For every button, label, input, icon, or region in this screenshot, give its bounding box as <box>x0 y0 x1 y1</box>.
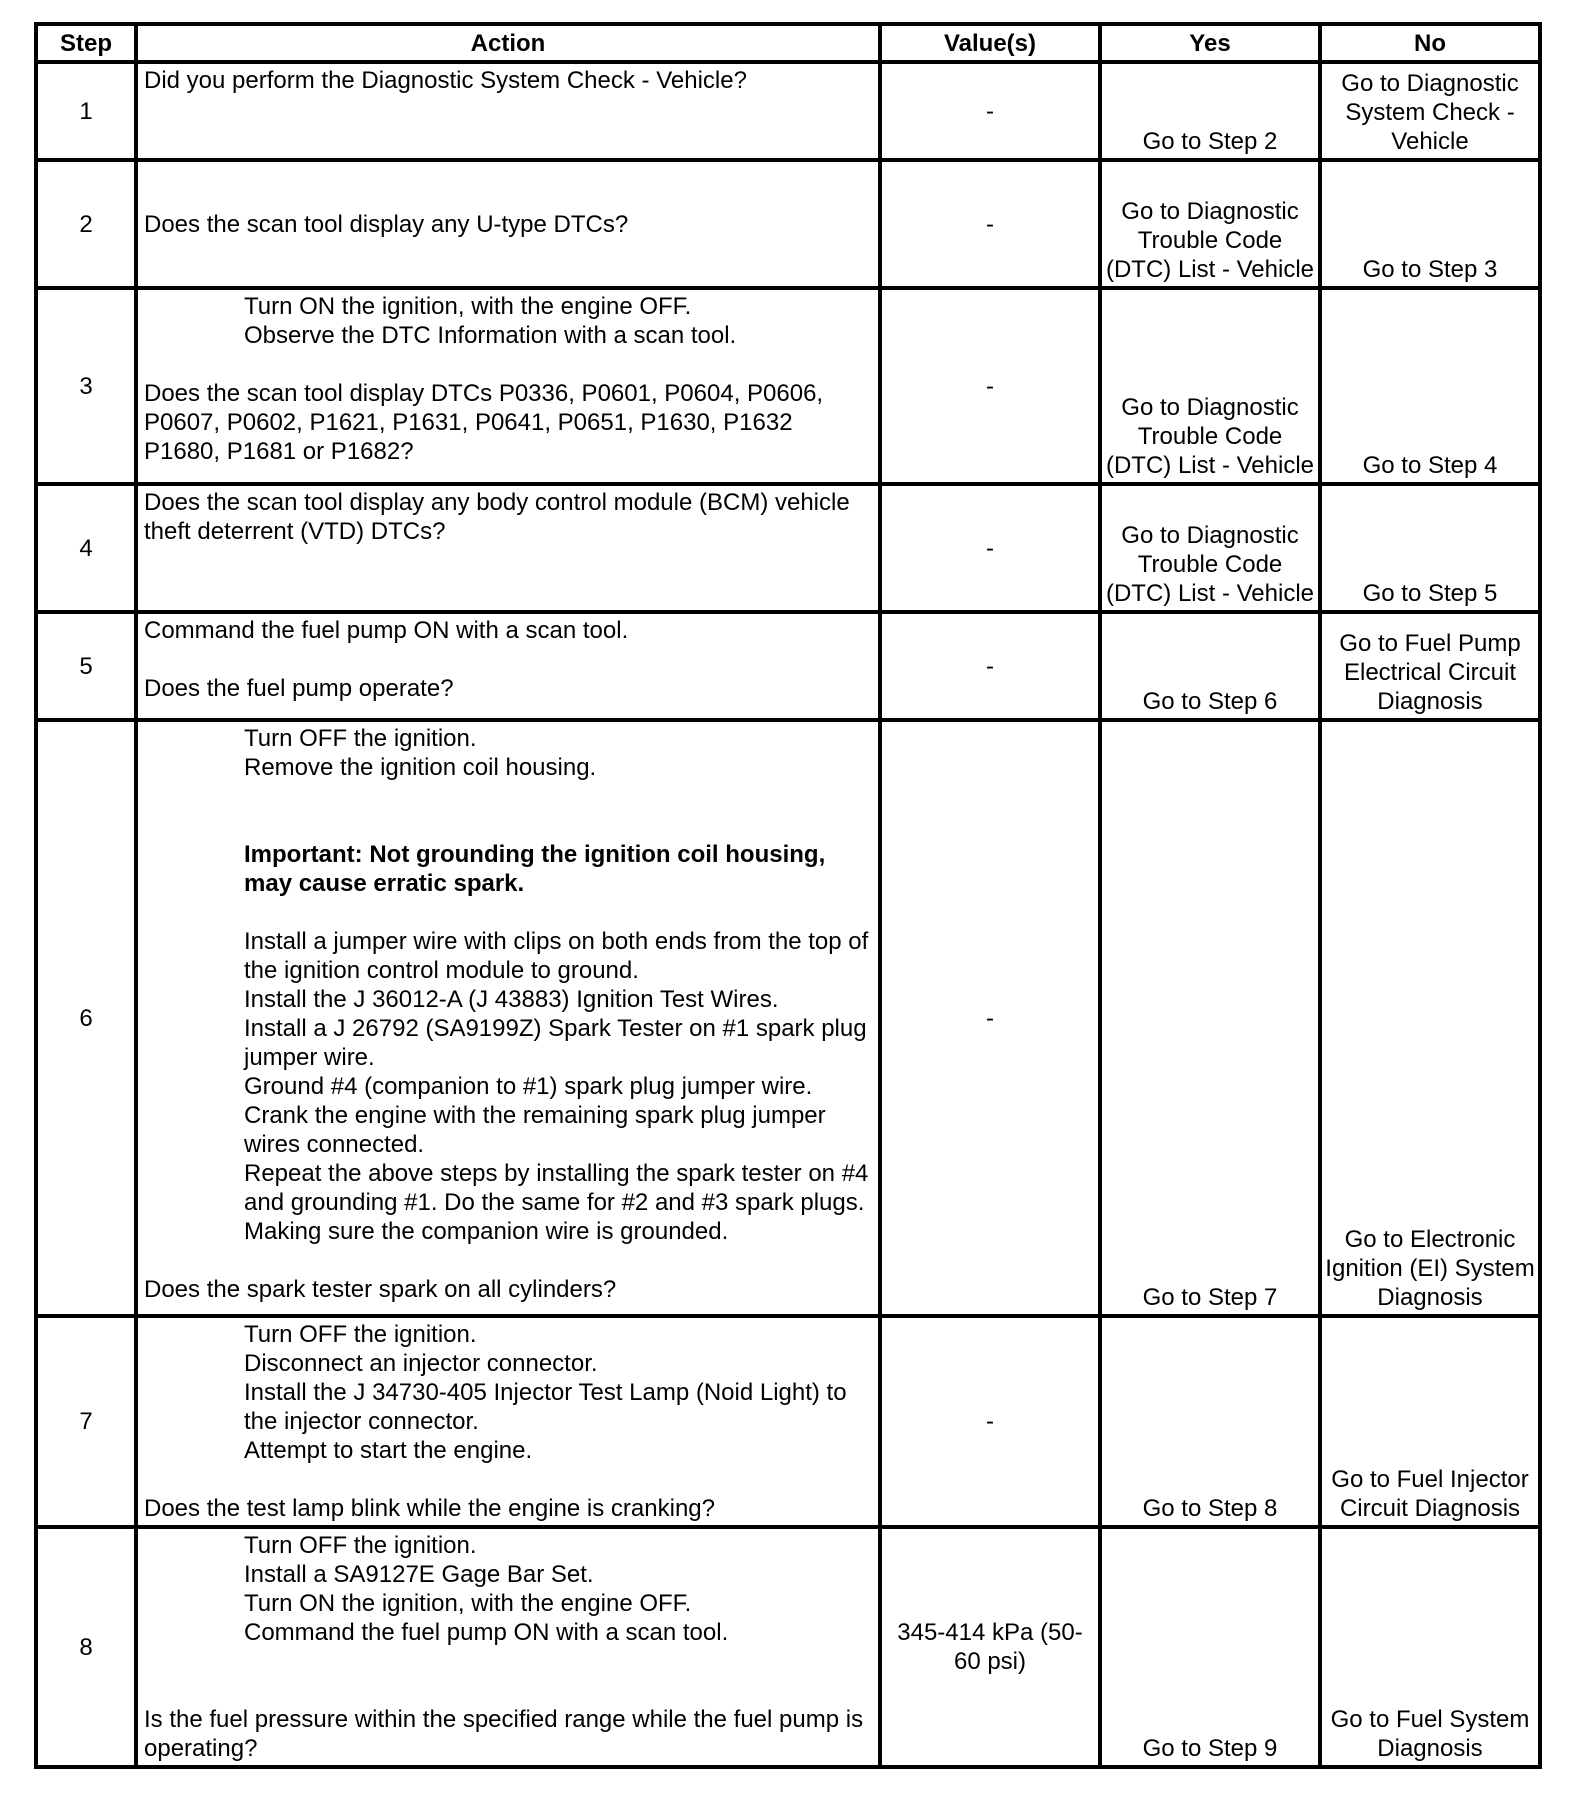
table-row <box>36 288 1540 484</box>
header-step: Step <box>36 24 136 62</box>
diagnostic-table-document <box>34 22 1538 1769</box>
instruction-list <box>144 724 874 782</box>
diagnostic-steps-table <box>34 22 1542 1769</box>
no-cell: Go to Step 5 <box>1320 484 1540 612</box>
table-row <box>36 1316 1540 1527</box>
table-row <box>36 160 1540 288</box>
question-text: Does the scan tool display DTCs P0336, P0601, P0604, P0606, P0607, P0602, P1621, P1631, P0641, P0651, P1630, P1632 P1680, P1681 or P1682? <box>144 380 824 465</box>
spacer <box>144 1647 874 1705</box>
instruction-item: Install a J 26792 (SA9199Z) Spark Tester on #1 spark plug jumper wire. <box>244 1015 867 1071</box>
question-text: Did you perform the Diagnostic System Check - Vehicle? <box>144 67 747 94</box>
instruction-item: Install a SA9127E Gage Bar Set. <box>244 1561 594 1588</box>
spacer <box>144 782 874 840</box>
spacer <box>144 1246 874 1275</box>
instruction-item: Attempt to start the engine. <box>244 1437 533 1464</box>
table-header-row <box>36 24 1540 62</box>
yes-cell: Go to Diagnostic Trouble Code (DTC) List - Vehicle <box>1100 160 1320 288</box>
table-row <box>36 612 1540 720</box>
question-text: Does the scan tool display any body control module (BCM) vehicle theft deterrent (VTD) DTCs? <box>144 489 850 545</box>
instruction-item: Turn OFF the ignition. <box>244 725 477 752</box>
instruction-item: Repeat the above steps by installing the spark tester on #4 and grounding #1. Do the same for #2 and #3 spark plugs. Making sure the companion wire is grounded. <box>244 1160 869 1245</box>
instruction-list <box>144 1531 874 1647</box>
yes-cell: Go to Step 9 <box>1100 1527 1320 1767</box>
table-row <box>36 720 1540 1316</box>
question-text: Is the fuel pressure within the specified range while the fuel pump is operating? <box>144 1706 864 1762</box>
question-text: Does the spark tester spark on all cylinders? <box>144 1276 617 1303</box>
instruction-item: Turn OFF the ignition. <box>244 1321 477 1348</box>
instruction-list <box>144 292 874 350</box>
step-number: 8 <box>36 1527 136 1767</box>
action-cell <box>136 288 880 484</box>
no-cell: Go to Electronic Ignition (EI) System Diagnosis <box>1320 720 1540 1316</box>
value-cell: - <box>880 484 1100 612</box>
step-number: 4 <box>36 484 136 612</box>
yes-cell: Go to Step 7 <box>1100 720 1320 1316</box>
header-no: No <box>1320 24 1540 62</box>
action-cell <box>136 1527 880 1767</box>
instruction-list <box>144 1320 874 1465</box>
step-number: 1 <box>36 62 136 160</box>
action-cell <box>136 612 880 720</box>
value-cell: 345-414 kPa (50-60 psi) <box>880 1527 1100 1767</box>
instruction-item: Turn OFF the ignition. <box>244 1532 477 1559</box>
spacer <box>144 350 874 379</box>
instruction-item: Observe the DTC Information with a scan tool. <box>244 322 737 349</box>
spacer <box>144 1465 874 1494</box>
instruction-item: Install a jumper wire with clips on both ends from the top of the ignition control module to ground. <box>244 928 869 984</box>
step-number: 3 <box>36 288 136 484</box>
question-text: Does the test lamp blink while the engine is cranking? <box>144 1495 715 1522</box>
value-cell: - <box>880 62 1100 160</box>
instruction-item: Turn ON the ignition, with the engine OFF. <box>244 1590 692 1617</box>
value-cell: - <box>880 288 1100 484</box>
value-cell: - <box>880 720 1100 1316</box>
important-note: Important: Not grounding the ignition coil housing, may cause erratic spark. <box>244 841 826 897</box>
instruction-item: Ground #4 (companion to #1) spark plug jumper wire. <box>244 1073 813 1100</box>
instruction-item: Install the J 36012-A (J 43883) Ignition Test Wires. <box>244 986 779 1013</box>
yes-cell: Go to Step 8 <box>1100 1316 1320 1527</box>
value-cell: - <box>880 612 1100 720</box>
no-cell: Go to Step 4 <box>1320 288 1540 484</box>
yes-cell: Go to Step 6 <box>1100 612 1320 720</box>
table-row <box>36 1527 1540 1767</box>
question-text: Does the fuel pump operate? <box>144 675 454 702</box>
action-cell <box>136 484 880 612</box>
instruction-item: Install the J 34730-405 Injector Test Lamp (Noid Light) to the injector connector. <box>244 1379 847 1435</box>
no-cell: Go to Diagnostic System Check - Vehicle <box>1320 62 1540 160</box>
no-cell: Go to Fuel System Diagnosis <box>1320 1527 1540 1767</box>
action-cell <box>136 62 880 160</box>
instruction-item: Turn ON the ignition, with the engine OFF. <box>244 293 692 320</box>
action-cell <box>136 1316 880 1527</box>
step-number: 6 <box>36 720 136 1316</box>
no-cell: Go to Step 3 <box>1320 160 1540 288</box>
yes-cell: Go to Diagnostic Trouble Code (DTC) List - Vehicle <box>1100 484 1320 612</box>
no-cell: Go to Fuel Pump Electrical Circuit Diagnosis <box>1320 612 1540 720</box>
table-row <box>36 484 1540 612</box>
header-yes: Yes <box>1100 24 1320 62</box>
action-cell <box>136 720 880 1316</box>
yes-cell: Go to Step 2 <box>1100 62 1320 160</box>
value-cell: - <box>880 160 1100 288</box>
step-number: 2 <box>36 160 136 288</box>
instruction-text: Command the fuel pump ON with a scan tool. <box>144 617 629 644</box>
action-cell <box>136 160 880 288</box>
step-number: 7 <box>36 1316 136 1527</box>
value-cell: - <box>880 1316 1100 1527</box>
instruction-item: Disconnect an injector connector. <box>244 1350 598 1377</box>
instruction-item: Crank the engine with the remaining spark plug jumper wires connected. <box>244 1102 826 1158</box>
header-values: Value(s) <box>880 24 1100 62</box>
spacer <box>144 898 874 927</box>
question-text: Does the scan tool display any U-type DTCs? <box>144 210 629 238</box>
header-action: Action <box>136 24 880 62</box>
table-row <box>36 62 1540 160</box>
instruction-list <box>144 927 874 1246</box>
no-cell: Go to Fuel Injector Circuit Diagnosis <box>1320 1316 1540 1527</box>
instruction-item: Command the fuel pump ON with a scan tool. <box>244 1619 729 1646</box>
instruction-item: Remove the ignition coil housing. <box>244 754 597 781</box>
yes-cell: Go to Diagnostic Trouble Code (DTC) List - Vehicle <box>1100 288 1320 484</box>
spacer <box>144 645 874 674</box>
step-number: 5 <box>36 612 136 720</box>
